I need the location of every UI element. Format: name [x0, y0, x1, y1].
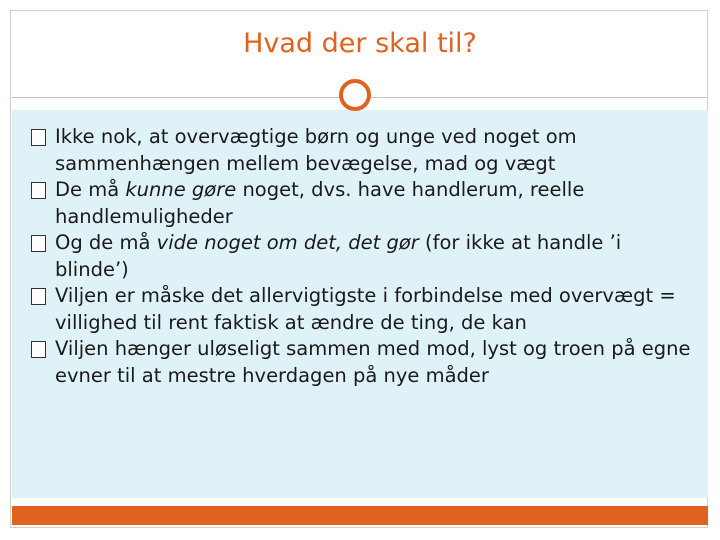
- bullet-box-icon: [31, 288, 46, 305]
- bullet-item: [28, 124, 698, 177]
- bullet-list: [28, 124, 698, 389]
- bullet-emphasis: vide noget om det, det gør: [156, 231, 419, 254]
- bullet-item: [28, 336, 698, 389]
- bullet-text: Viljen hænger uløseligt sammen med mod, lyst og troen på egne evner til at mestre hverdagen på nye måder: [55, 337, 691, 387]
- bullet-text: (for ikke at handle ’i blinde’): [55, 231, 622, 281]
- footer-bar: [12, 506, 708, 525]
- bullet-emphasis: kunne gøre: [125, 178, 237, 201]
- slide-title: Hvad der skal til?: [243, 28, 477, 59]
- bullet-text: Ikke nok, at overvægtige børn og unge ved noget om sammenhængen mellem bevægelse, mad og vægt: [55, 125, 577, 175]
- circle-ornament-icon: [339, 79, 371, 111]
- bullet-box-icon: [31, 341, 46, 358]
- bullet-text: De må: [55, 178, 126, 201]
- bullet-text: Og de må: [55, 231, 157, 254]
- bullet-box-icon: [31, 182, 46, 199]
- bullet-item: [28, 283, 698, 336]
- bullet-item: [28, 177, 698, 230]
- bullet-item: [28, 230, 698, 283]
- bullet-box-icon: [31, 235, 46, 252]
- bullet-text: noget, dvs. have handlerum, reelle handlemuligheder: [55, 178, 585, 228]
- bullet-text: Viljen er måske det allervigtigste i forbindelse med overvægt = villighed til rent faktisk at ændre de ting, de kan: [55, 284, 676, 334]
- bullet-box-icon: [31, 129, 46, 146]
